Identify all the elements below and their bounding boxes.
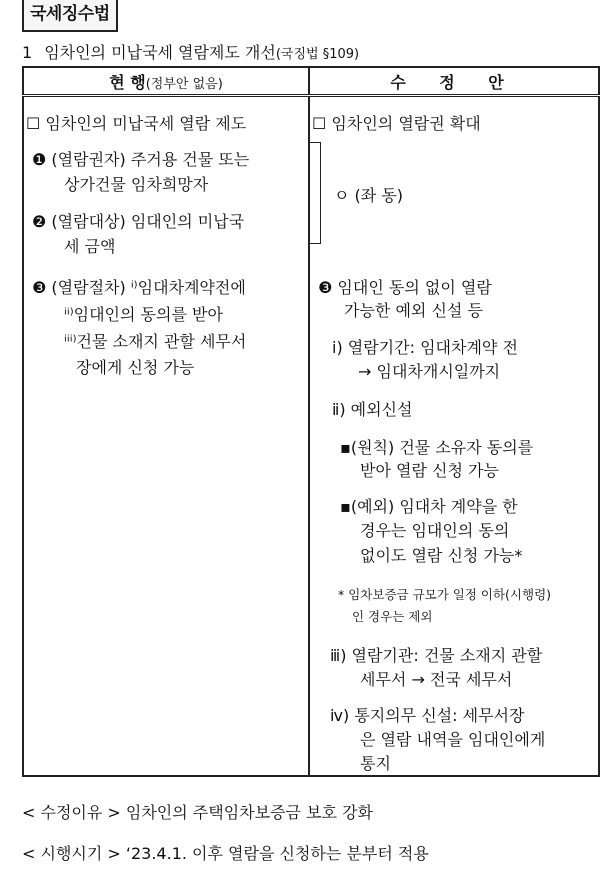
effective-date: < 시행시기 > ‘23.4.1. 이후 열람을 신청하는 분부터 적용: [22, 844, 429, 863]
revised-note-line1: * 임차보증금 규모가 일정 이하(시행령): [338, 587, 552, 602]
revised-item3-line2: 가능한 예외 신설 등: [344, 301, 483, 320]
current-item3-line3: ⁱⁱⁱ⁾건물 소재지 관할 세무서: [64, 332, 247, 351]
current-item1-line2: 상가건물 임차희망자: [64, 175, 209, 194]
current-header-note: (정부안 없음): [145, 76, 223, 92]
revised-exception-line1: ▪(예외) 임대차 계약을 한: [340, 497, 518, 516]
revised-ii: ⅱ) 예외신설: [332, 400, 413, 419]
current-item3-line2: ⁱⁱ⁾임대인의 동의를 받아: [64, 305, 223, 324]
revised-principle-line2: 받아 열람 신청 가능: [360, 461, 499, 480]
revised-cell: [309, 96, 599, 777]
item-number: 1: [22, 43, 33, 62]
same-bracket: [310, 142, 321, 244]
current-item3-line4: 장에게 신청 가능: [76, 358, 195, 377]
current-item3-line1: ❸ (열람절차) ⁱ⁾임대차계약전에: [32, 278, 246, 297]
revised-exception-line2: 경우는 임대인의 동의: [360, 521, 510, 540]
current-column-header: [23, 67, 309, 96]
revised-iii-line2: 세무서 → 전국 세무서: [360, 670, 513, 689]
revised-item3-line1: ❸ 임대인 동의 없이 열람: [318, 278, 492, 297]
revised-column-header: 수 정 안: [309, 67, 599, 96]
item-heading: [22, 40, 359, 63]
comparison-table: [22, 66, 600, 777]
revised-title: ☐ 임차인의 열람권 확대: [312, 114, 481, 133]
revised-i-line2: → 임대차개시일까지: [358, 362, 501, 381]
revised-same: ㅇ (좌 동): [334, 186, 404, 205]
current-cell: [23, 96, 309, 777]
revised-i-line1: ⅰ) 열람기간: 임대차계약 전: [332, 338, 518, 357]
revised-principle-line1: ▪(원칙) 건물 소유자 동의를: [340, 438, 534, 457]
revised-exception-line3: 없이도 열람 신청 가능*: [360, 546, 523, 565]
revised-iv-line1: ⅳ) 통지의무 신설: 세무서장: [330, 706, 525, 725]
current-header-label: 현 행: [109, 72, 146, 92]
current-title: ☐ 임차인의 미납국세 열람 제도: [26, 114, 247, 133]
revision-reason: < 수정이유 > 임차인의 주택임차보증금 보호 강화: [22, 803, 373, 822]
revised-iv-line2: 은 열람 내역을 임대인에게: [360, 730, 546, 749]
current-item1-line1: ❶ (열람권자) 주거용 건물 또는: [32, 150, 250, 169]
revised-note-line2: 인 경우는 제외: [352, 609, 433, 624]
current-item2-line2: 세 금액: [64, 237, 116, 256]
revised-iii-line1: ⅲ) 열람기관: 건물 소재지 관할: [330, 646, 543, 665]
section-tag: 국세징수법: [22, 0, 118, 32]
item-title: 임차인의 미납국세 열람제도 개선: [44, 43, 276, 62]
revised-iv-line3: 통지: [360, 754, 391, 773]
current-item2-line1: ❷ (열람대상) 임대인의 미납국: [32, 212, 245, 231]
item-law-ref: (국징법 §109): [275, 47, 360, 62]
